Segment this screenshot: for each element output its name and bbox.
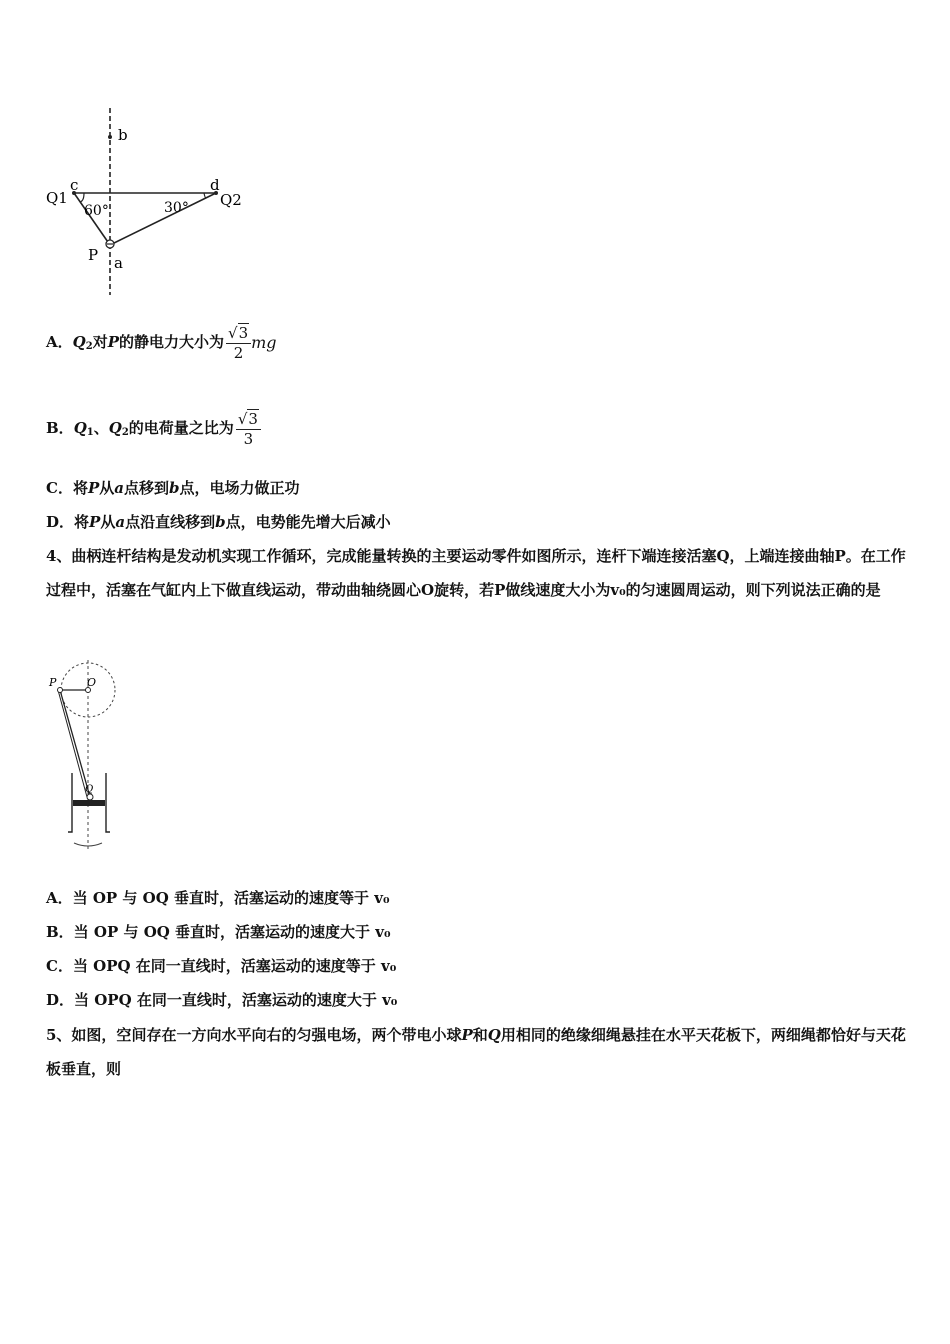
q4-option-d: D．当 OPQ 在同一直线时，活塞运动的速度大于 v₀ bbox=[46, 991, 398, 1009]
q4-option-b: B．当 OP 与 OQ 垂直时，活塞运动的速度大于 v₀ bbox=[46, 923, 391, 941]
point-b bbox=[108, 135, 112, 139]
connecting-rod bbox=[60, 690, 90, 797]
q4-option-a: A．当 OP 与 OQ 垂直时，活塞运动的速度等于 v₀ bbox=[46, 889, 390, 907]
label-c: c bbox=[70, 176, 79, 194]
label-b: b bbox=[118, 126, 128, 144]
label-d: d bbox=[210, 176, 220, 194]
label-angle-30: 30° bbox=[164, 200, 189, 216]
label-p: P bbox=[88, 246, 99, 264]
q3-option-c: C．将P从a点移到b点，电场力做正功 bbox=[46, 479, 300, 497]
cylinder-right-wall bbox=[106, 773, 110, 832]
fraction-sqrt3-over-3: $\frac{√3}{3}$ bbox=[236, 410, 261, 448]
segment-da bbox=[110, 193, 216, 245]
q5-stem: 5、如图，空间存在一方向水平向右的匀强电场，两个带电小球P和Q用相同的绝缘细绳悬挂在水平天花板下，两细绳都恰好与天花板垂直，则 bbox=[46, 1026, 906, 1078]
label-q1: Q1 bbox=[46, 189, 68, 207]
label-q2: Q2 bbox=[220, 191, 242, 209]
label-angle-60: 60° bbox=[84, 203, 109, 219]
charge-diagram bbox=[40, 100, 260, 300]
label-p2: P bbox=[49, 676, 57, 689]
piston bbox=[73, 800, 105, 806]
q4-option-c: C．当 OPQ 在同一直线时，活塞运动的速度等于 v₀ bbox=[46, 957, 397, 975]
q3-option-a: A．$Q_2$对P的静电力大小为 $\frac{√3}{2}$ mg bbox=[46, 324, 277, 362]
fraction-sqrt3-over-2: $\frac{√3}{2}$ bbox=[226, 324, 251, 362]
cylinder-bottom-curve bbox=[74, 843, 102, 846]
point-p bbox=[58, 688, 63, 693]
segment-ca bbox=[74, 193, 110, 245]
q3-option-b: B．$Q_1$、$Q_2$的电荷量之比为 $\frac{√3}{3}$ bbox=[46, 410, 261, 448]
label-o: O bbox=[87, 676, 97, 689]
q4-stem: 4、曲柄连杆结构是发动机实现工作循环，完成能量转换的主要运动零件如图所示，连杆下端连接活塞Q，上端连接曲轴P。在工作过程中，活塞在气缸内上下做直线运动，带动曲轴绕圆心O旋转，若P做线速度大小为v₀的匀速圆周运动，则下列说法正确的是 bbox=[46, 547, 906, 599]
angle-arc-60 bbox=[80, 193, 84, 202]
crank-diagram bbox=[44, 655, 134, 855]
label-q: Q bbox=[85, 784, 94, 795]
q3-option-d: D．将P从a点沿直线移到b点，电势能先增大后减小 bbox=[46, 513, 391, 531]
label-a: a bbox=[114, 254, 123, 272]
cylinder-left-wall bbox=[68, 773, 72, 832]
